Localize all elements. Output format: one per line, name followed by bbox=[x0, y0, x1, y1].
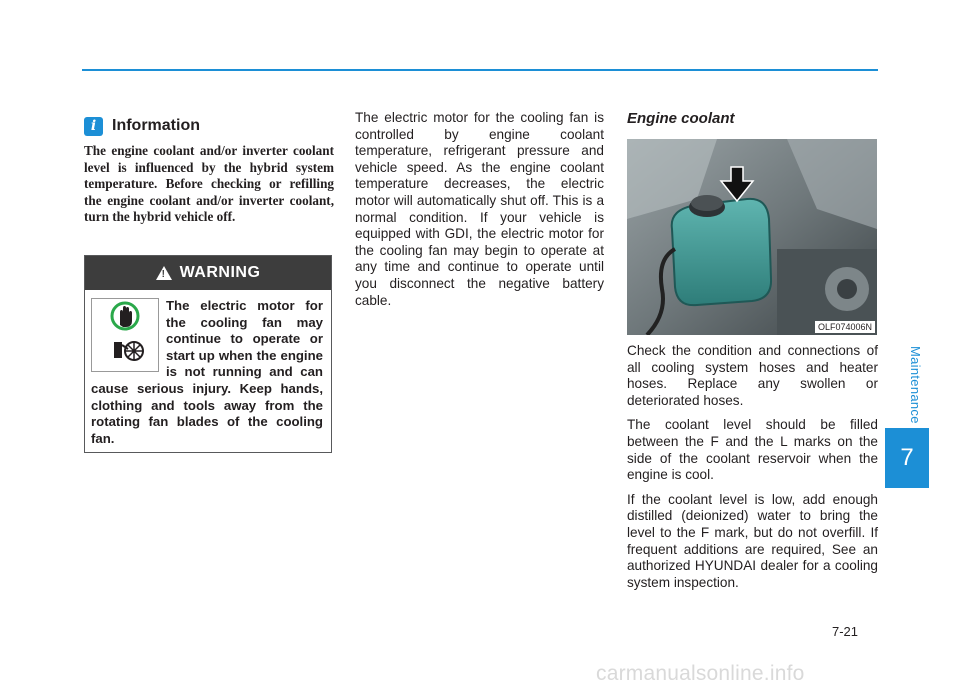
cooling-fan-text: The electric motor for the cooling fan is controlled by engine coolant temperature, refrigerant pressure and vehicle speed. As the engine coolant temperature decreases, the electric motor will automatically shut off. This is a normal condition. If your vehicle is equipped with GDI, the electric motor for the cooling fan may begin to operate at any time and continue to operate until you disconnect the negative battery cable. bbox=[355, 110, 604, 308]
coolant-paragraph-1: Check the condition and connections of all cooling system hoses and heater hoses. Replace any swollen or deteriorated hoses. bbox=[627, 343, 878, 408]
coolant-reservoir-photo bbox=[627, 139, 877, 335]
engine-coolant-section bbox=[627, 110, 878, 599]
information-text: The engine coolant and/or inverter coolant level is influenced by the hybrid system temperature. Before checking or refilling the engine coolant and/or inverter coolant, turn the hybrid vehicle off. bbox=[84, 143, 334, 225]
photo-code: OLF074006N bbox=[815, 321, 875, 333]
information-block bbox=[84, 112, 334, 226]
header-rule bbox=[82, 69, 878, 71]
section-tab-label: Maintenance bbox=[908, 346, 923, 424]
coolant-paragraphs bbox=[627, 343, 878, 591]
warning-triangle-icon: ! bbox=[156, 266, 172, 280]
chapter-tab[interactable]: 7 bbox=[885, 428, 929, 488]
section-title: Engine coolant bbox=[627, 110, 735, 127]
warning-title: WARNING bbox=[179, 264, 261, 281]
hand-fan-hazard-icon bbox=[91, 298, 159, 372]
warning-content bbox=[85, 290, 331, 447]
coolant-paragraph-3: If the coolant level is low, add enough distilled (deionized) water to bring the level to the F mark, but do not overfill. If frequent additions are required, See an authorized HYUNDAI dealer for a cooling system inspection. bbox=[627, 491, 878, 590]
watermark[interactable]: carmanualsonline.info bbox=[596, 662, 805, 685]
warning-box bbox=[84, 255, 332, 453]
information-header bbox=[84, 112, 334, 140]
warning-header bbox=[85, 256, 331, 290]
page-number: 7-21 bbox=[832, 624, 859, 639]
info-icon: i bbox=[84, 117, 103, 136]
coolant-paragraph-2: The coolant level should be filled between the F and the L marks on the side of the coolant reservoir when the engine is cool. bbox=[627, 417, 878, 483]
warning-text: The electric motor for the cooling fan may continue to operate or start up when the engine is not running and can cause serious injury. Keep hands, clothing and tools away from the rotating fan blades of the cooling fan. bbox=[91, 298, 323, 446]
information-title: Information bbox=[112, 117, 200, 134]
